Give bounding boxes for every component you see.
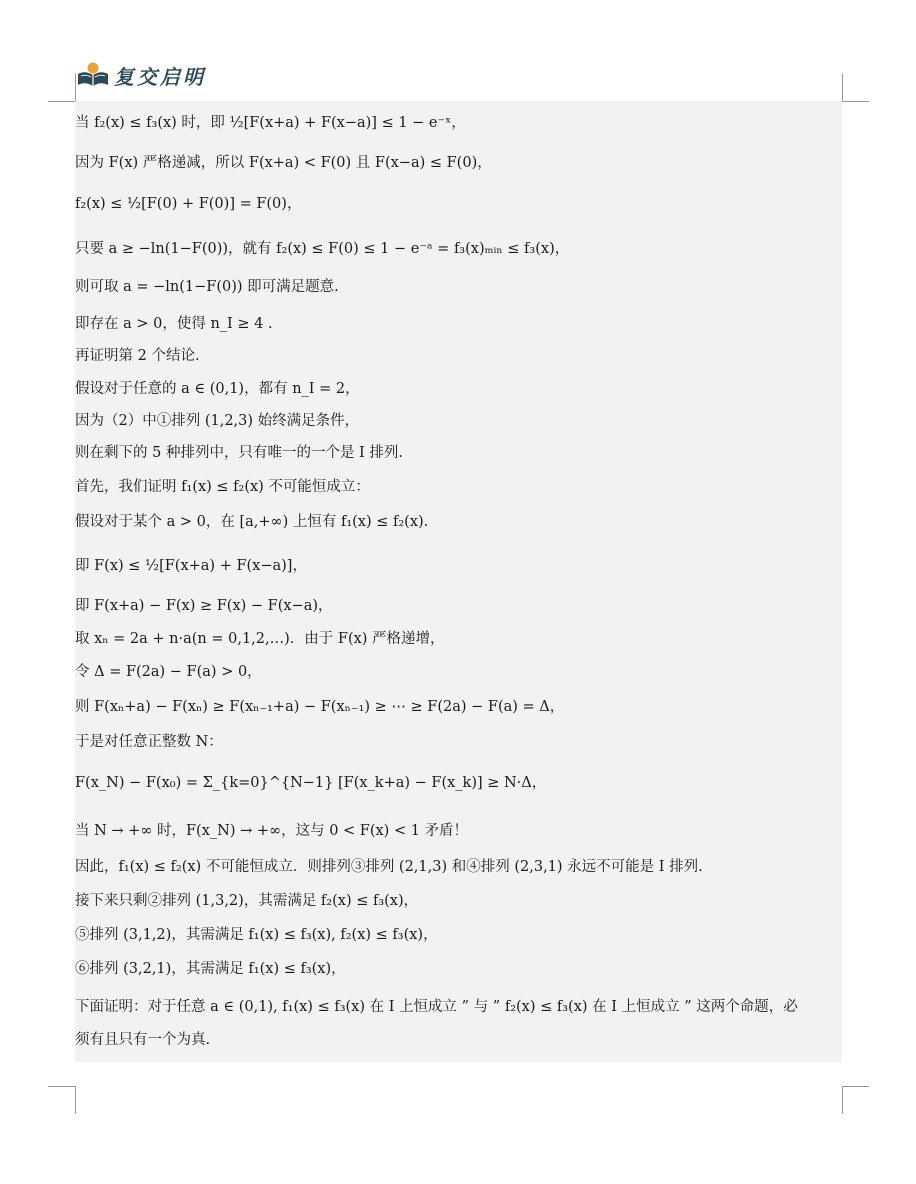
book-lamp-icon [76,61,110,89]
text-line: 令 Δ = F(2a) − F(a) > 0， [75,664,262,680]
text-line: 则在剩下的 5 种排列中，只有唯一的一个是 I 排列. [75,445,403,461]
text-line: 再证明第 2 个结论. [75,348,200,364]
crop-mark-top-left-h [48,101,76,102]
text-line: 只要 a ≥ −ln(1−F(0))，就有 f₂(x) ≤ F(0) ≤ 1 − e⁻ᵃ = f₃(x)ₘᵢₙ ≤ f₃(x)， [75,241,570,257]
text-line: 因此，f₁(x) ≤ f₂(x) 不可能恒成立．则排列③排列 (2,1,3) 和④排列 (2,3,1) 永远不可能是 I 排列. [75,859,703,875]
text-line: 须有且只有一个为真. [75,1032,211,1048]
crop-mark-bottom-right-h [842,1086,869,1087]
text-line: 即 F(x+a) − F(x) ≥ F(x) − F(x−a)， [75,598,333,614]
text-line: 假设对于某个 a > 0，在 [a,+∞) 上恒有 f₁(x) ≤ f₂(x). [75,514,429,530]
text-line: 则可取 a = −ln(1−F(0)) 即可满足题意. [75,279,339,295]
text-line: 接下来只剩②排列 (1,3,2)，其需满足 f₂(x) ≤ f₃(x)， [75,893,419,909]
text-line: 即存在 a > 0，使得 n_I ≥ 4 . [75,316,273,332]
text-line: F(x_N) − F(x₀) = Σ_{k=0}^{N−1} [F(x_k+a) − F(x_k)] ≥ N·Δ， [75,775,547,791]
text-line: 则 F(xₙ+a) − F(xₙ) ≥ F(xₙ₋₁+a) − F(xₙ₋₁) ≥ ⋯ ≥ F(2a) − F(a) = Δ， [75,699,565,715]
text-line: 下面证明：对于任意 a ∈ (0,1), f₁(x) ≤ f₃(x) 在 I 上恒成立 ” 与 ” f₂(x) ≤ f₃(x) 在 I 上恒成立 ” 这两个命题，必 [75,999,798,1015]
text-line: 首先，我们证明 f₁(x) ≤ f₂(x) 不可能恒成立： [75,479,370,495]
text-line: 即 F(x) ≤ ½[F(x+a) + F(x−a)]， [75,558,307,574]
document-body [75,101,842,1062]
brand-name: 复交启明 [114,64,206,89]
crop-mark-bottom-left-v [75,1086,76,1114]
text-line: f₂(x) ≤ ½[F(0) + F(0)] = F(0)， [75,196,302,212]
text-line: 当 f₂(x) ≤ f₃(x) 时，即 ½[F(x+a) + F(x−a)] ≤ 1 − e⁻ˣ， [75,115,466,131]
text-line: 当 N → +∞ 时，F(x_N) → +∞，这与 0 < F(x) < 1 矛盾！ [75,823,469,839]
text-line: 因为 F(x) 严格递减，所以 F(x+a) < F(0) 且 F(x−a) ≤ F(0)， [75,155,492,171]
crop-mark-bottom-right-v [842,1086,843,1114]
brand-logo [76,60,206,90]
text-line: 因为（2）中①排列 (1,2,3) 始终满足条件， [75,413,360,429]
text-line: 取 xₙ = 2a + n·a(n = 0,1,2,…)．由于 F(x) 严格递增， [75,631,445,647]
crop-mark-bottom-left-h [48,1086,76,1087]
text-line: 假设对于任意的 a ∈ (0,1)，都有 n_I = 2， [75,381,360,397]
crop-mark-top-right-h [842,101,869,102]
text-line: 于是对任意正整数 N： [75,734,223,750]
text-line: ⑤排列 (3,1,2)，其需满足 f₁(x) ≤ f₃(x), f₂(x) ≤ f₃(x)， [75,927,438,943]
text-line: ⑥排列 (3,2,1)，其需满足 f₁(x) ≤ f₃(x)， [75,961,346,977]
crop-mark-top-right-v [842,74,843,102]
